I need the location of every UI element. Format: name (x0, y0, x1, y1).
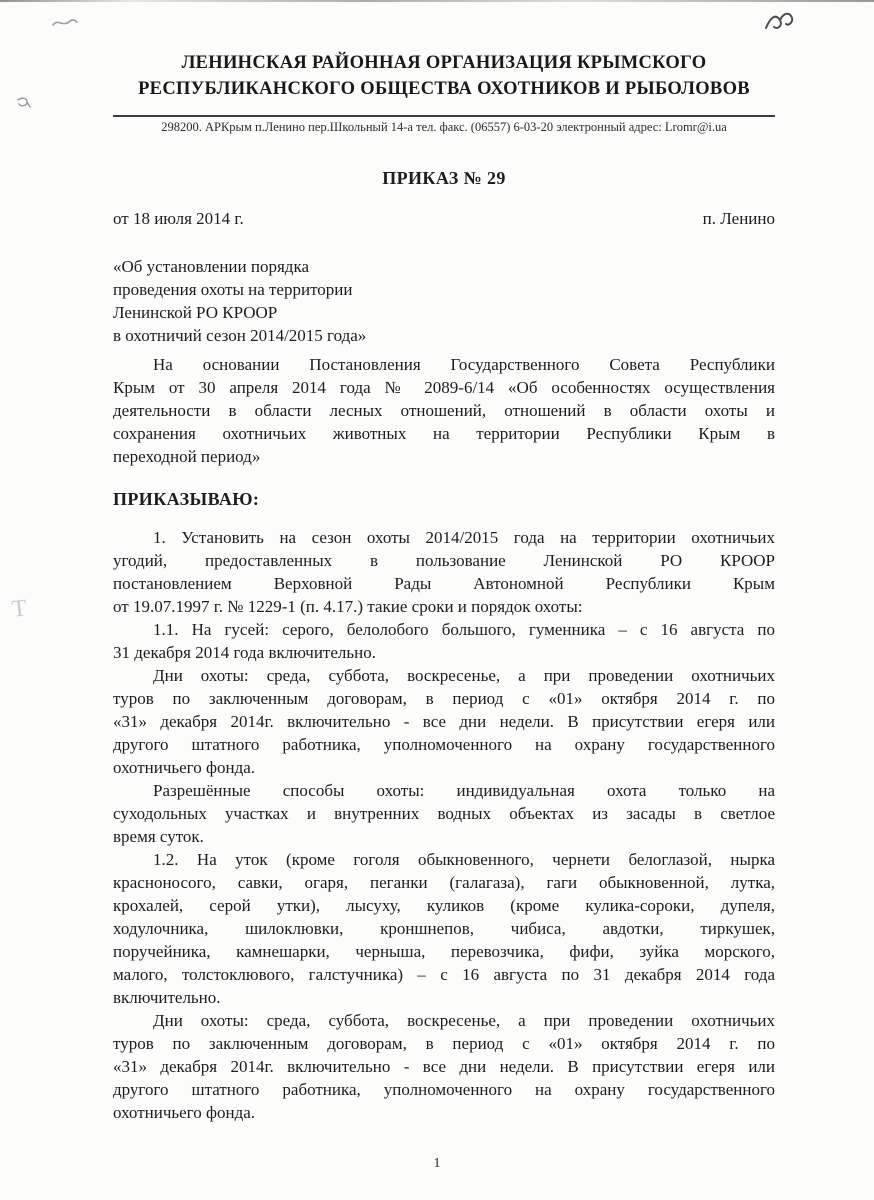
text-line: время суток. (113, 827, 204, 846)
paragraph-subject (113, 255, 775, 347)
paragraph-preamble (113, 353, 775, 468)
text-line: туров по заключенным договорам, в период с «01» октября 2014 г. по (113, 1034, 775, 1053)
organization-name-line2: РЕСПУБЛИКАНСКОГО ОБЩЕСТВА ОХОТНИКОВ И РЫБОЛОВОВ (138, 79, 750, 99)
paragraph-item-1-2 (113, 848, 775, 1009)
ink-scribble-mark (762, 6, 796, 40)
order-preamble (113, 353, 775, 468)
paragraph-hunting-days-1 (113, 664, 775, 779)
scan-edge-shadow (0, 0, 874, 2)
text-line: 1.1. На гусей: серого, белолобого большого, гуменника – с 16 августа по (153, 620, 775, 639)
text-line: сохранения охотничьих животных на территории Республики Крым в (113, 424, 775, 443)
text-line: туров по заключенным договорам, в период с «01» октября 2014 г. по (113, 689, 775, 708)
text-line: «Об установлении порядка (113, 257, 309, 276)
text-line: малого, толстоклювого, галстучника) – с 16 августа по 31 декабря 2014 года (113, 965, 775, 984)
text-line: Ленинской РО КРООР (113, 303, 278, 322)
paragraph-allowed-methods (113, 779, 775, 848)
text-line: постановлением Верховной Рады Автономной Республики Крым (113, 574, 775, 593)
text-line: от 19.07.1997 г. № 1229-1 (п. 4.17.) такие сроки и порядок охоты: (113, 597, 583, 616)
text-line: поручейника, камнешарки, черныша, перевозчика, фифи, зуйка морского, (113, 942, 775, 961)
text-line: ходулочника, шилоклювки, кроншнепов, чибиса, авдотки, тиркушек, (113, 919, 775, 938)
text-line: На основании Постановления Государственного Совета Республики (153, 355, 775, 374)
text-line: 1.2. На уток (кроме гоголя обыкновенного, чернети белоглазой, нырка (153, 850, 775, 869)
contact-address-line: 298200. АРКрым п.Ленино пер.Школьный 14-а тел. факс. (06557) 6-03-20 электронный адрес: Lromr@i.ua (113, 115, 775, 135)
text-line: проведения охоты на территории (113, 280, 353, 299)
text-line: охотничьего фонда. (113, 758, 256, 777)
text-line: 31 декабря 2014 года включительно. (113, 643, 376, 662)
text-line: Дни охоты: среда, суббота, воскресенье, а при проведении охотничьих (153, 666, 775, 685)
text-line: красноносого, савки, огаря, пеганки (галагаза), гаги обыкновенной, лутка, (113, 873, 775, 892)
text-line: крохалей, серой утки), лысуху, куликов (кроме кулика-сороки, дупеля, (113, 896, 775, 915)
date-place-row (113, 209, 775, 229)
order-date: от 18 июля 2014 г. (113, 209, 244, 228)
paragraph-item-1-1 (113, 618, 775, 664)
text-line: суходольных участках и внутренних водных объектах из засады в светлое (113, 804, 775, 823)
order-subject (113, 255, 775, 347)
page-number: 1 (433, 1156, 441, 1171)
organization-name-line1: ЛЕНИНСКАЯ РАЙОННАЯ ОРГАНИЗАЦИЯ КРЫМСКОГО (181, 53, 707, 73)
text-line: деятельности в области лесных отношений, отношений в области охоты и (113, 401, 775, 420)
text-line: 1. Установить на сезон охоты 2014/2015 года на территории охотничьих (153, 528, 775, 547)
text-line: в охотничий сезон 2014/2015 года» (113, 326, 367, 345)
order-body (113, 526, 775, 1124)
organization-name (113, 50, 775, 102)
text-line: включительно. (113, 988, 221, 1007)
paragraph-hunting-days-2 (113, 1009, 775, 1124)
command-word: ПРИКАЗЫВАЮ: (113, 489, 260, 509)
text-line: Крым от 30 апреля 2014 года № 2089-6/14 «Об особенностях осуществления (113, 378, 775, 397)
text-line: «31» декабря 2014г. включительно - все дни недели. В присутствии егеря или (113, 712, 775, 731)
text-line: «31» декабря 2014г. включительно - все дни недели. В присутствии егеря или (113, 1057, 775, 1076)
pencil-tilde-mark (52, 16, 78, 30)
pencil-t-mark: Т (10, 595, 28, 623)
text-line: переходной период» (113, 447, 261, 466)
document-content (0, 50, 874, 1124)
text-line: угодий, предоставленных в пользование Ленинской РО КРООР (113, 551, 775, 570)
text-line: Разрешённые способы охоты: индивидуальная охота только на (153, 781, 775, 800)
paragraph-item-1 (113, 526, 775, 618)
text-line: Дни охоты: среда, суббота, воскресенье, а при проведении охотничьих (153, 1011, 775, 1030)
order-place: п. Ленино (702, 209, 775, 228)
order-title: ПРИКАЗ № 29 (382, 168, 506, 188)
text-line: другого штатного работника, уполномоченного на охрану государственного (113, 1080, 775, 1099)
text-line: другого штатного работника, уполномоченного на охрану государственного (113, 735, 775, 754)
text-line: охотничьего фонда. (113, 1103, 256, 1122)
